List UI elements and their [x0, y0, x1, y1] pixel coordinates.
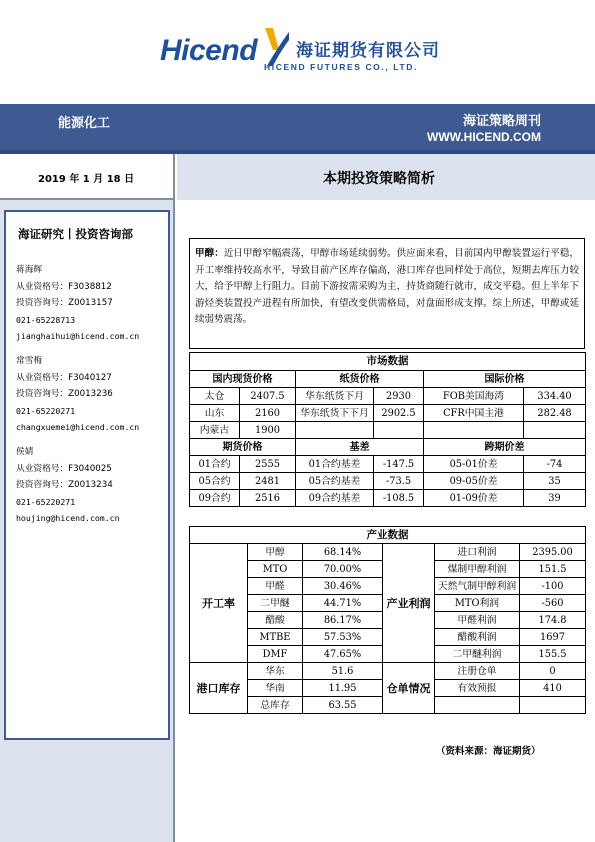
table-cell: MTO利润 [435, 595, 520, 612]
futures-header: 期货价格 [190, 439, 296, 456]
table-cell: 醋酸 [248, 612, 303, 629]
analyst-phone: 021-65220271 [16, 496, 76, 507]
table-row [190, 353, 586, 371]
table-cell: 进口利润 [435, 544, 520, 561]
analyst-license: 从业资格号：F3040025 [16, 463, 112, 474]
header-band [0, 104, 595, 150]
title-cell [177, 154, 595, 200]
table-row [190, 439, 586, 456]
table-cell: 2516 [240, 490, 296, 507]
paper-header: 纸货价格 [296, 371, 424, 388]
table-cell: 09合约基差 [296, 490, 374, 507]
table-row [190, 490, 586, 507]
table-cell: -108.5 [374, 490, 424, 507]
table-cell: 35 [524, 473, 586, 490]
analyst-email[interactable]: changxuemei@hicend.com.cn [16, 422, 140, 432]
analyst-name: 侯婧 [16, 447, 34, 457]
table-row [190, 422, 586, 439]
table-cell [524, 422, 586, 439]
table-cell: 05合约基差 [296, 473, 374, 490]
table-cell: 内蒙古 [190, 422, 240, 439]
table-cell: 太仓 [190, 388, 240, 405]
report-date: 2019 年 1 月 18 日 [38, 174, 135, 185]
department-heading: 海证研究丨投资咨询部 [18, 227, 133, 241]
table-cell: 2481 [240, 473, 296, 490]
table-row [190, 388, 586, 405]
table-cell [296, 422, 374, 439]
analyst-name: 常雪梅 [16, 356, 43, 366]
table-cell: 2555 [240, 456, 296, 473]
table-cell: 1697 [520, 629, 586, 646]
summary-text: 近日甲醇窄幅震荡，甲醇市场延续弱势。供应面来看，目前国内甲醇装置运行平稳，开工率维持较高水平，导致目前产区库存偏高，港口库存也同样处于高位，短期去库压力较大，给予甲醇上行阻力。目前下游按需采购为主，持货商随行就市，成交平稳。但上半年下游烃类装置投产进程有所加快，有望改变供需格局，对盘面形成支撑。综上所述，甲醇或延续弱势震荡。 [195, 248, 579, 325]
table-cell: 华东纸货下下月 [296, 405, 374, 422]
company-name-cn: 海证期货有限公司 [296, 41, 440, 61]
table-cell: 410 [520, 680, 586, 697]
company-name-en: HICEND FUTURES CO., LTD. [264, 62, 418, 72]
analyst-license: 从业资格号：F3038812 [16, 281, 112, 292]
table-cell: MTO [248, 561, 303, 578]
table-cell: 11.95 [303, 680, 383, 697]
summary-label: 甲醇： [195, 248, 224, 259]
spread-header: 跨期价差 [424, 439, 586, 456]
table-cell: 0 [520, 663, 586, 680]
table-cell: 86.17% [303, 612, 383, 629]
table-cell: 2407.5 [240, 388, 296, 405]
table-cell: 总库存 [248, 697, 303, 714]
table-cell: 二甲醚 [248, 595, 303, 612]
table-cell: -147.5 [374, 456, 424, 473]
table-cell: 151.5 [520, 561, 586, 578]
port-inventory-label: 港口库存 [190, 663, 248, 714]
table-cell: 华东 [248, 663, 303, 680]
table-cell: 63.55 [303, 697, 383, 714]
table-cell: 155.5 [520, 646, 586, 663]
table-cell: 334.40 [524, 388, 586, 405]
company-logo [160, 22, 450, 82]
analyst-phone: 021-65220271 [16, 405, 76, 416]
table-cell: 09合约 [190, 490, 240, 507]
table-cell: 2930 [374, 388, 424, 405]
table-row [190, 527, 586, 544]
analyst-email[interactable]: houjing@hicend.com.cn [16, 513, 120, 523]
table-cell: 70.00% [303, 561, 383, 578]
table-cell: 05合约 [190, 473, 240, 490]
table-cell: 天然气制甲醇利润 [435, 578, 520, 595]
table-cell: 注册仓单 [435, 663, 520, 680]
table-row [190, 405, 586, 422]
methanol-summary [189, 238, 585, 349]
analyst-advisory: 投资咨询号：Z0013236 [16, 389, 113, 399]
table-cell: 51.6 [303, 663, 383, 680]
date-cell [0, 154, 175, 200]
table-row [190, 544, 586, 561]
analyst-card [16, 444, 120, 527]
table-cell: 68.14% [303, 544, 383, 561]
table-cell [374, 422, 424, 439]
table-cell: 山东 [190, 405, 240, 422]
table-cell: 甲醛 [248, 578, 303, 595]
table-cell: -100 [520, 578, 586, 595]
table-cell: 甲醇 [248, 544, 303, 561]
table-cell: 30.46% [303, 578, 383, 595]
table-cell: -560 [520, 595, 586, 612]
website-link[interactable]: WWW.HICEND.COM [427, 130, 541, 144]
table-cell: 01合约基差 [296, 456, 374, 473]
sidebar [0, 200, 175, 842]
industry-data-table [189, 526, 586, 714]
table-cell: FOB美国海湾 [424, 388, 524, 405]
table-cell: 2160 [240, 405, 296, 422]
table-cell: 57.53% [303, 629, 383, 646]
analyst-panel [4, 210, 170, 740]
table-cell: 09-05价差 [424, 473, 524, 490]
table-cell: CFR中国主港 [424, 405, 524, 422]
analyst-advisory: 投资咨询号：Z0013157 [16, 298, 113, 308]
market-data-table [189, 352, 586, 507]
table-cell: 05-01价差 [424, 456, 524, 473]
market-data-title: 市场数据 [190, 353, 586, 371]
intl-header: 国际价格 [424, 371, 586, 388]
analyst-card [16, 262, 139, 345]
table-cell [520, 697, 586, 714]
industry-profit-label: 产业利润 [383, 544, 435, 663]
table-cell: DMF [248, 646, 303, 663]
analyst-advisory: 投资咨询号：Z0013234 [16, 480, 113, 490]
table-cell: 39 [524, 490, 586, 507]
table-row [190, 473, 586, 490]
table-cell: 01-09价差 [424, 490, 524, 507]
table-row [190, 456, 586, 473]
report-category: 能源化工 [58, 116, 111, 131]
table-cell: 2395.00 [520, 544, 586, 561]
industry-data-title: 产业数据 [190, 527, 586, 544]
analyst-license: 从业资格号：F3040127 [16, 372, 112, 383]
table-row [190, 371, 586, 388]
data-source-note: （资料来源：海证期货） [436, 746, 541, 757]
table-cell: -73.5 [374, 473, 424, 490]
analyst-email[interactable]: jianghaihui@hicend.com.cn [16, 331, 140, 341]
table-cell [435, 697, 520, 714]
table-cell: 华东纸货下月 [296, 388, 374, 405]
table-cell: 282.48 [524, 405, 586, 422]
table-cell: 1900 [240, 422, 296, 439]
table-cell: 煤制甲醇利润 [435, 561, 520, 578]
page-title: 本期投资策略简析 [323, 171, 435, 187]
table-cell: 二甲醚利润 [435, 646, 520, 663]
table-cell: 甲醛利润 [435, 612, 520, 629]
analyst-name: 蒋海辉 [16, 265, 43, 275]
table-cell: -74 [524, 456, 586, 473]
table-cell [424, 422, 524, 439]
table-cell: 2902.5 [374, 405, 424, 422]
table-cell: MTBE [248, 629, 303, 646]
table-cell: 华南 [248, 680, 303, 697]
spot-header: 国内现货价格 [190, 371, 296, 388]
table-cell: 有效预报 [435, 680, 520, 697]
table-cell: 醋酸利润 [435, 629, 520, 646]
table-cell: 44.71% [303, 595, 383, 612]
table-row [190, 663, 586, 680]
logo-wordmark: Hicend [160, 34, 258, 67]
basis-header: 基差 [296, 439, 424, 456]
table-cell: 01合约 [190, 456, 240, 473]
table-cell: 47.65% [303, 646, 383, 663]
main-content [177, 200, 595, 842]
table-cell: 174.8 [520, 612, 586, 629]
analyst-card [16, 353, 139, 436]
operating-rate-label: 开工率 [190, 544, 248, 663]
warrant-label: 仓单情况 [383, 663, 435, 714]
report-series: 海证策略周刊 [462, 114, 541, 129]
analyst-phone: 021-65228713 [16, 314, 76, 325]
